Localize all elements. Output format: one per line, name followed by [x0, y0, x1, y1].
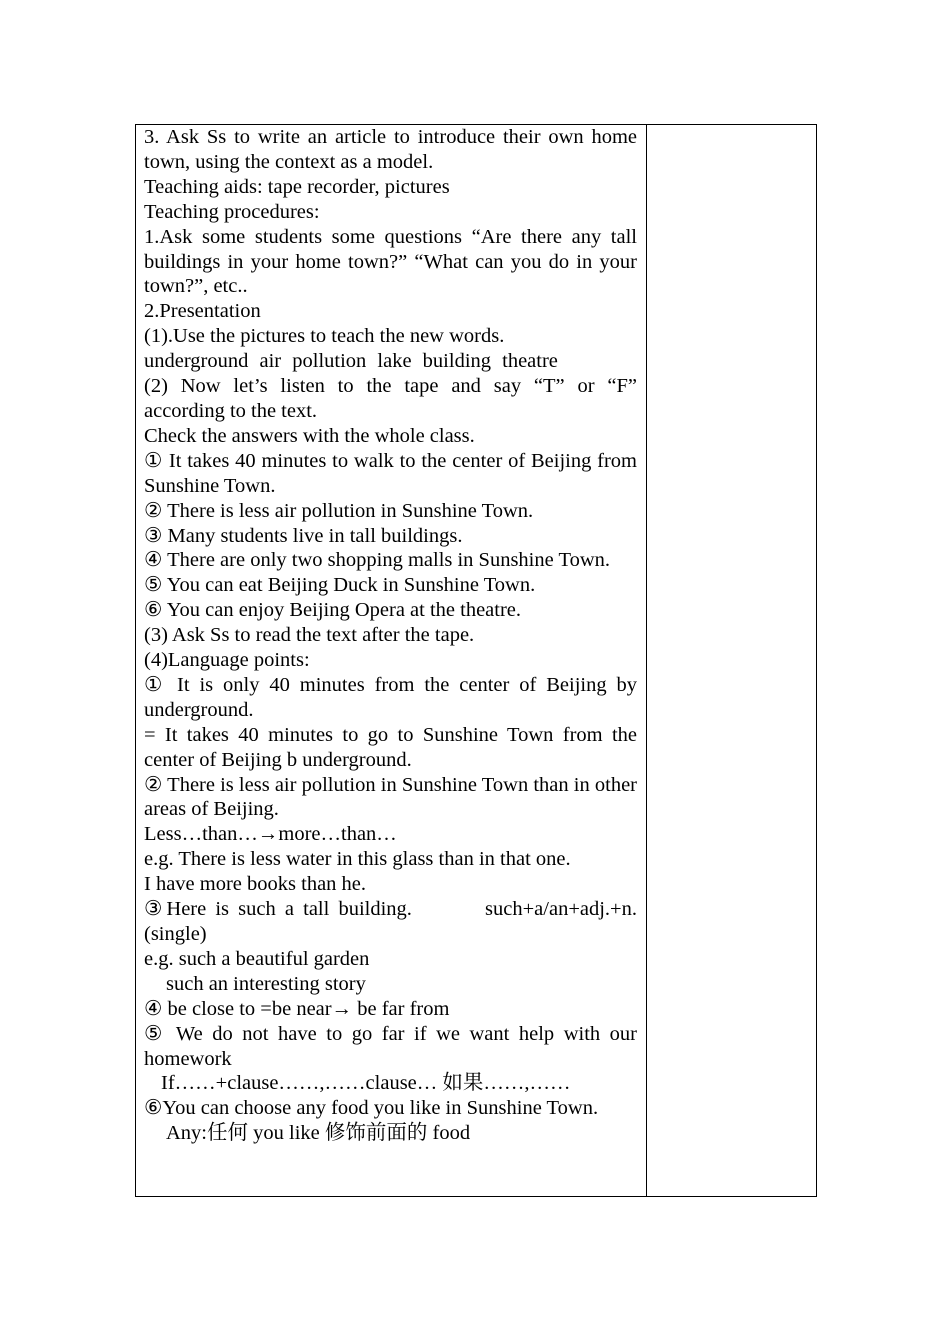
lp-5: ⑤ We do not have to go far if we want help with our homework	[144, 1022, 637, 1070]
warmup-questions: 1.Ask some students some questions “Are there any tall buildings in your home town?” “What can you do in your town?”, etc..	[144, 225, 637, 298]
lp-6: ⑥You can choose any food you like in Sunshine Town.	[144, 1097, 599, 1120]
lp-2-example-1: e.g. There is less water in this glass than in that one.	[144, 848, 571, 871]
lp-5-pattern: If……+clause……,……clause… 如果……,……	[161, 1072, 571, 1095]
new-words-list: underground air pollution lake building theatre	[144, 350, 558, 373]
lp-3: ③Here is such a tall building. such+a/an+adj.+n.(single)	[144, 898, 637, 945]
lp-2-pattern: Less…than…→more…than…	[144, 823, 397, 846]
table-row	[136, 125, 817, 1197]
lesson-plan-table	[135, 124, 817, 1197]
check-answers: Check the answers with the whole class.	[144, 424, 475, 447]
tf-item-4: ④ There are only two shopping malls in Sunshine Town.	[144, 549, 611, 572]
tf-item-6: ⑥ You can enjoy Beijing Opera at the theatre.	[144, 599, 522, 622]
tf-item-1: ① It takes 40 minutes to walk to the center of Beijing from Sunshine Town.	[144, 449, 637, 497]
procedures-heading: Teaching procedures:	[144, 200, 320, 223]
teaching-aids: Teaching aids: tape recorder, pictures	[144, 175, 450, 198]
procedures-cell	[136, 125, 647, 1197]
lp-3-example-2: such an interesting story	[166, 972, 366, 995]
lp-1-equivalent: = It takes 40 minutes to go to Sunshine Town from the center of Beijing b underground.	[144, 723, 637, 771]
tf-item-3: ③ Many students live in tall buildings.	[144, 524, 463, 547]
lp-1: ① It is only 40 minutes from the center of Beijing by underground.	[144, 673, 637, 721]
language-points-heading: (4)Language points:	[144, 649, 310, 672]
lp-4: ④ be close to =be near→ be far from	[144, 997, 450, 1020]
lp-2: ② There is less air pollution in Sunshine Town than in other areas of Beijing.	[144, 773, 637, 821]
presentation-heading: 2.Presentation	[144, 300, 261, 323]
objective-3: 3. Ask Ss to write an article to introduce their own home town, using the context as a model.	[144, 126, 637, 173]
tf-item-5: ⑤ You can eat Beijing Duck in Sunshine Town.	[144, 574, 536, 597]
step-listen-tf: (2) Now let’s listen to the tape and say “T” or “F” according to the text.	[144, 375, 637, 422]
lp-3-example-1: e.g. such a beautiful garden	[144, 947, 370, 970]
lp-6-note: Any:任何 you like 修饰前面的 food	[166, 1122, 471, 1145]
lp-2-example-2: I have more books than he.	[144, 873, 367, 896]
notes-cell	[647, 125, 817, 1197]
tf-item-2: ② There is less air pollution in Sunshine Town.	[144, 499, 534, 522]
step-read-after-tape: (3) Ask Ss to read the text after the tape.	[144, 624, 475, 647]
step-new-words: (1).Use the pictures to teach the new words.	[144, 325, 505, 348]
procedures-content	[136, 125, 646, 1196]
